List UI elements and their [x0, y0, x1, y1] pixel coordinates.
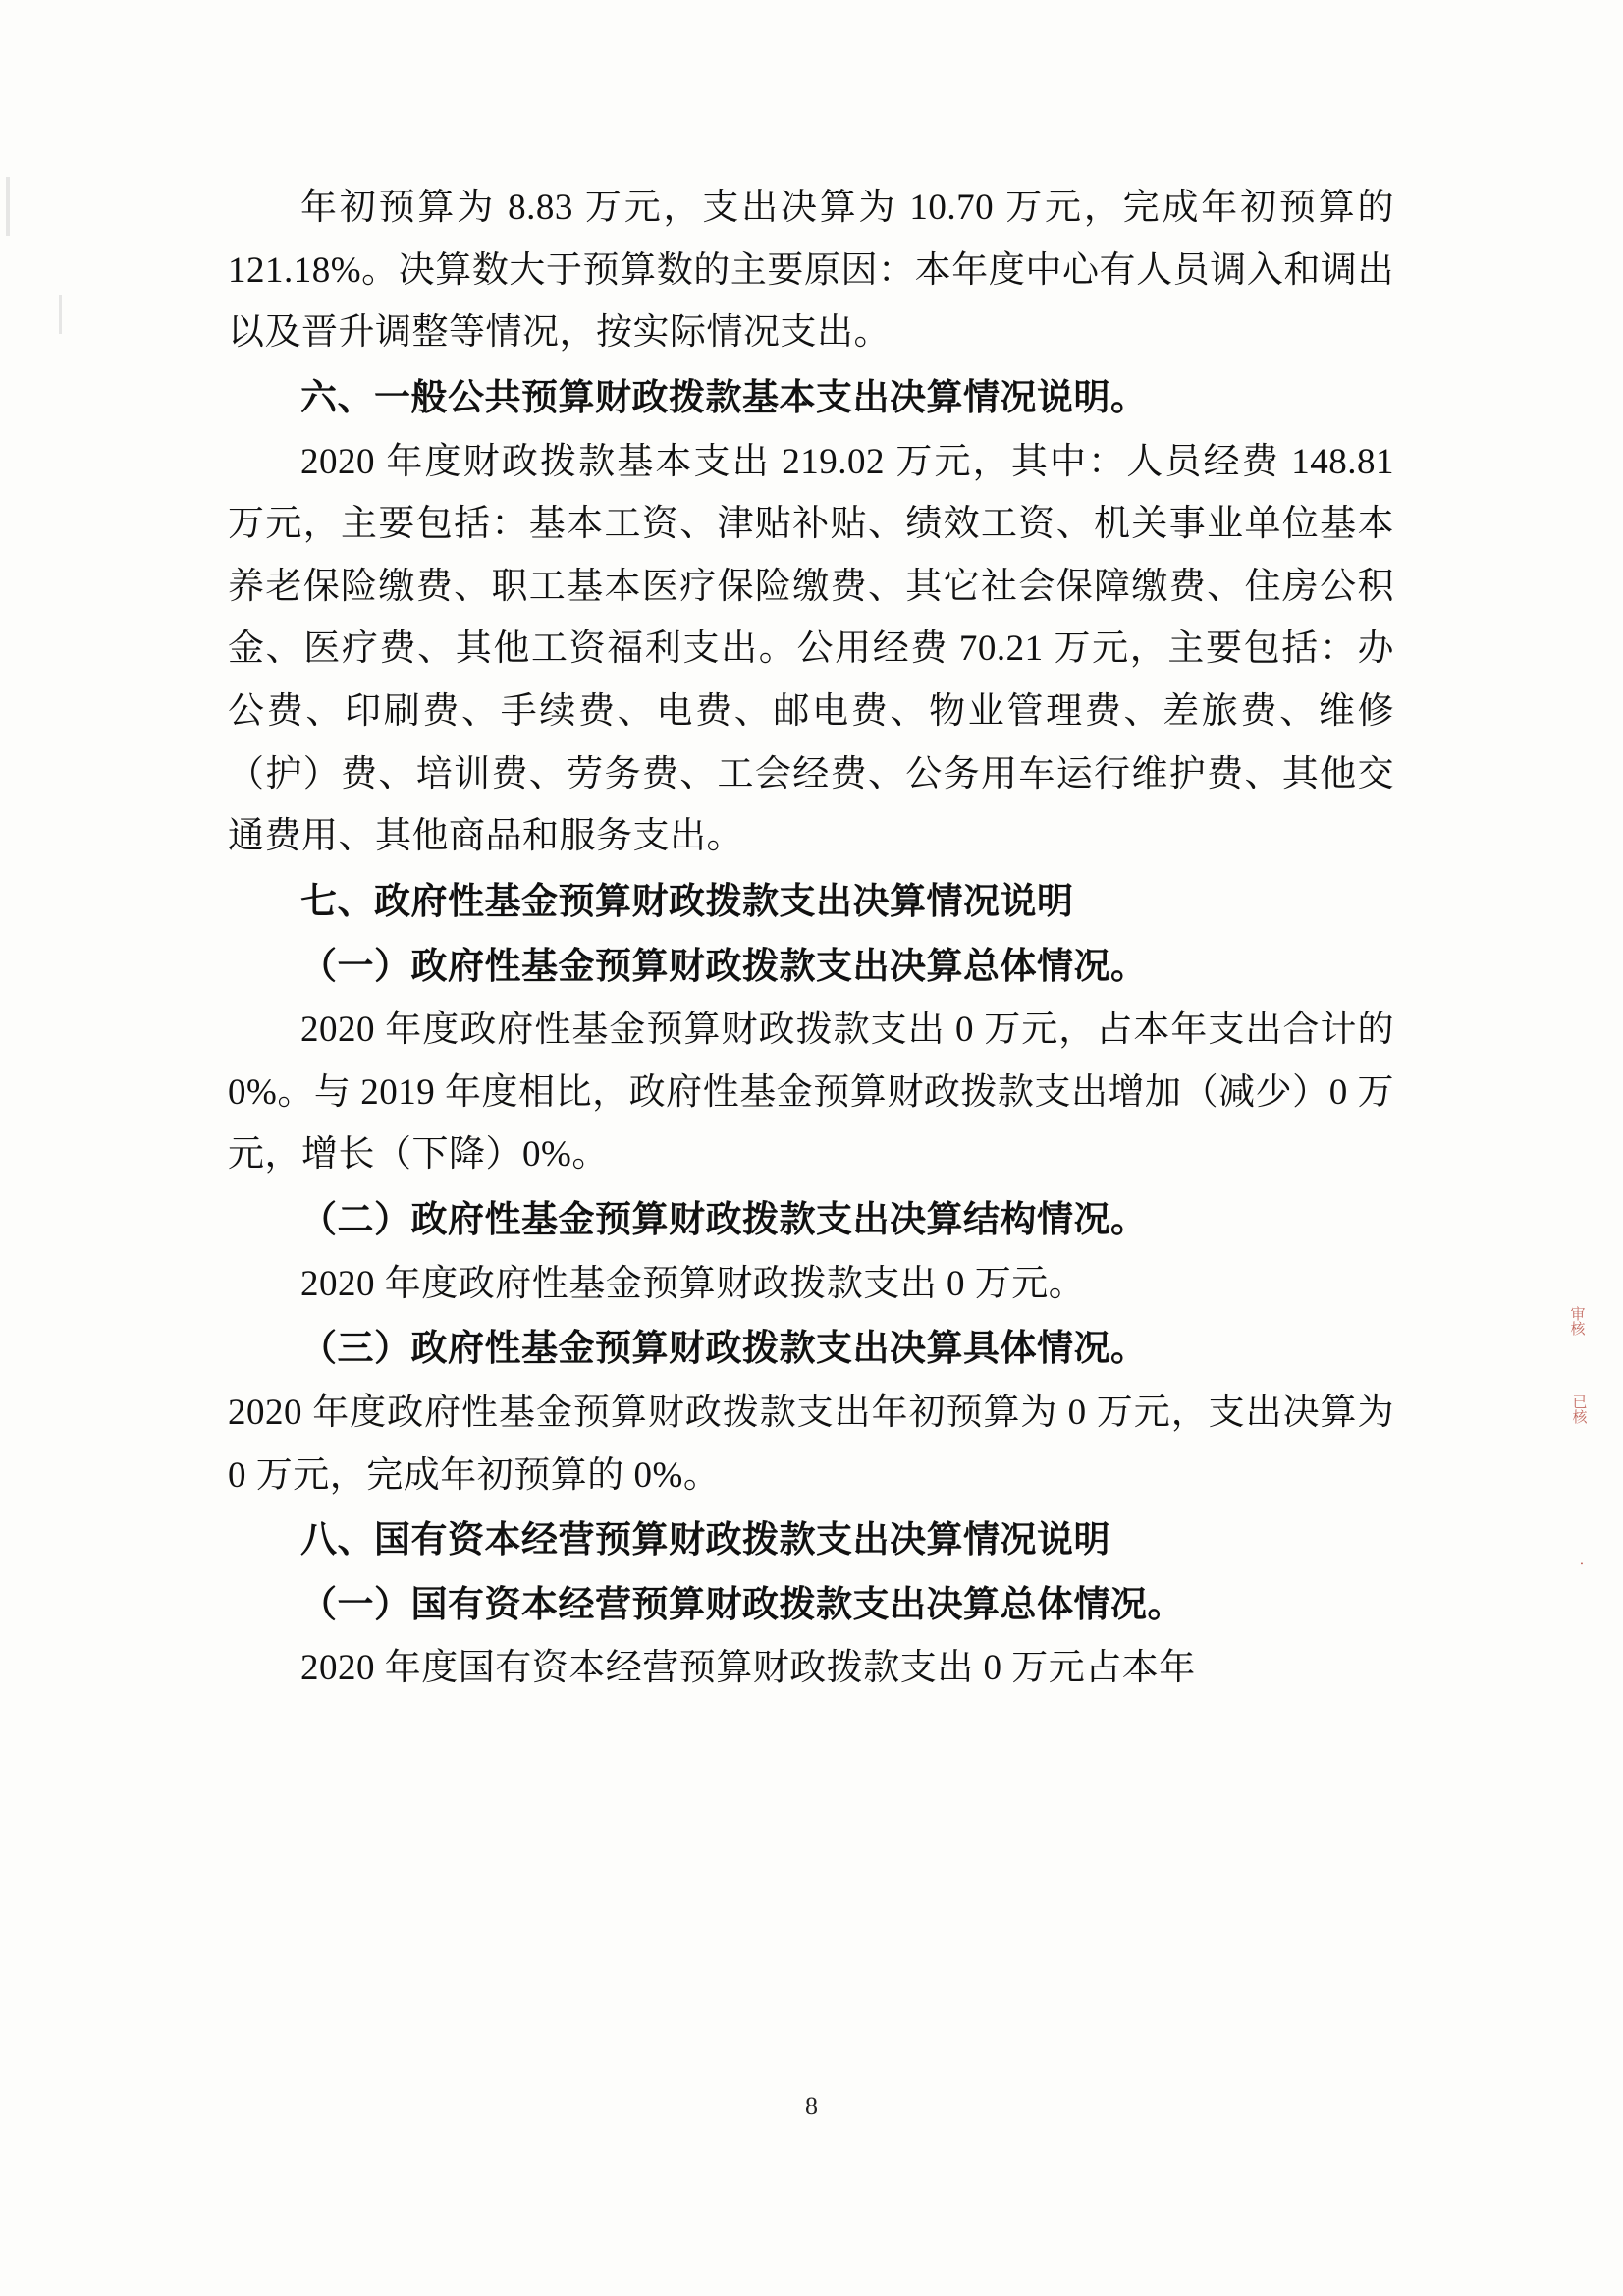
heading-section-seven-item-two: （二）政府性基金预算财政拨款支出决算结构情况。 [300, 1198, 1148, 1240]
paragraph-gov-fund-detail: 2020 年度政府性基金预算财政拨款支出年初预算为 0 万元，支出决算为 0 万元，完成年初预算的 0%。 [228, 1392, 1394, 1496]
heading-section-eight: 八、国有资本经营预算财政拨款支出决算情况说明 [300, 1518, 1110, 1561]
scan-artifact-left-top [6, 177, 10, 236]
document-body [228, 177, 1394, 1702]
heading-section-seven: 七、政府性基金预算财政拨款支出决算情况说明 [300, 879, 1074, 922]
paragraph-gov-fund-overall: 2020 年度政府性基金预算财政拨款支出 0 万元，占本年支出合计的 0%。与 2019 年度相比，政府性基金预算财政拨款支出增加（减少）0 万元，增长（下降）0%。 [228, 1010, 1394, 1175]
margin-annotation-2: 已核 [1570, 1394, 1589, 1424]
page-number: 8 [805, 2092, 818, 2120]
margin-annotation-1: 审核 [1568, 1306, 1587, 1336]
scan-artifact-left-mid [59, 295, 62, 334]
paragraph-budget-execution: 年初预算为 8.83 万元，支出决算为 10.70 万元，完成年初预算的 121.18%。决算数大于预算数的主要原因：本年度中心有人员调入和调出以及晋升调整等情况，按实际情况支出。 [228, 188, 1394, 354]
heading-section-eight-item-one: （一）国有资本经营预算财政拨款支出决算总体情况。 [300, 1582, 1184, 1625]
paragraph-basic-expenditure: 2020 年度财政拨款基本支出 219.02 万元，其中：人员经费 148.81 万元，主要包括：基本工资、津贴补贴、绩效工资、机关事业单位基本养老保险缴费、职工基本医疗保险缴费、其它社会保障缴费、住房公积金、医疗费、其他工资福利支出。公用经费 70.21 万元，主要包括：办公费、印刷费、手续费、电费、邮电费、物业管理费、差旅费、维修（护）费、培训费、劳务费、工会经费、公务用车运行维护费、其他交通费用、其他商品和服务支出。 [228, 441, 1394, 857]
heading-section-seven-item-one: （一）政府性基金预算财政拨款支出决算总体情况。 [300, 944, 1148, 987]
margin-annotation-3: · [1572, 1561, 1591, 1566]
heading-section-seven-item-three: （三）政府性基金预算财政拨款支出决算具体情况。 [300, 1327, 1148, 1370]
heading-section-six: 六、一般公共预算财政拨款基本支出决算情况说明。 [300, 375, 1148, 418]
paragraph-state-capital-overall: 2020 年度国有资本经营预算财政拨款支出 0 万元占本年 [300, 1648, 1196, 1689]
paragraph-gov-fund-structure: 2020 年度政府性基金预算财政拨款支出 0 万元。 [300, 1263, 1086, 1304]
